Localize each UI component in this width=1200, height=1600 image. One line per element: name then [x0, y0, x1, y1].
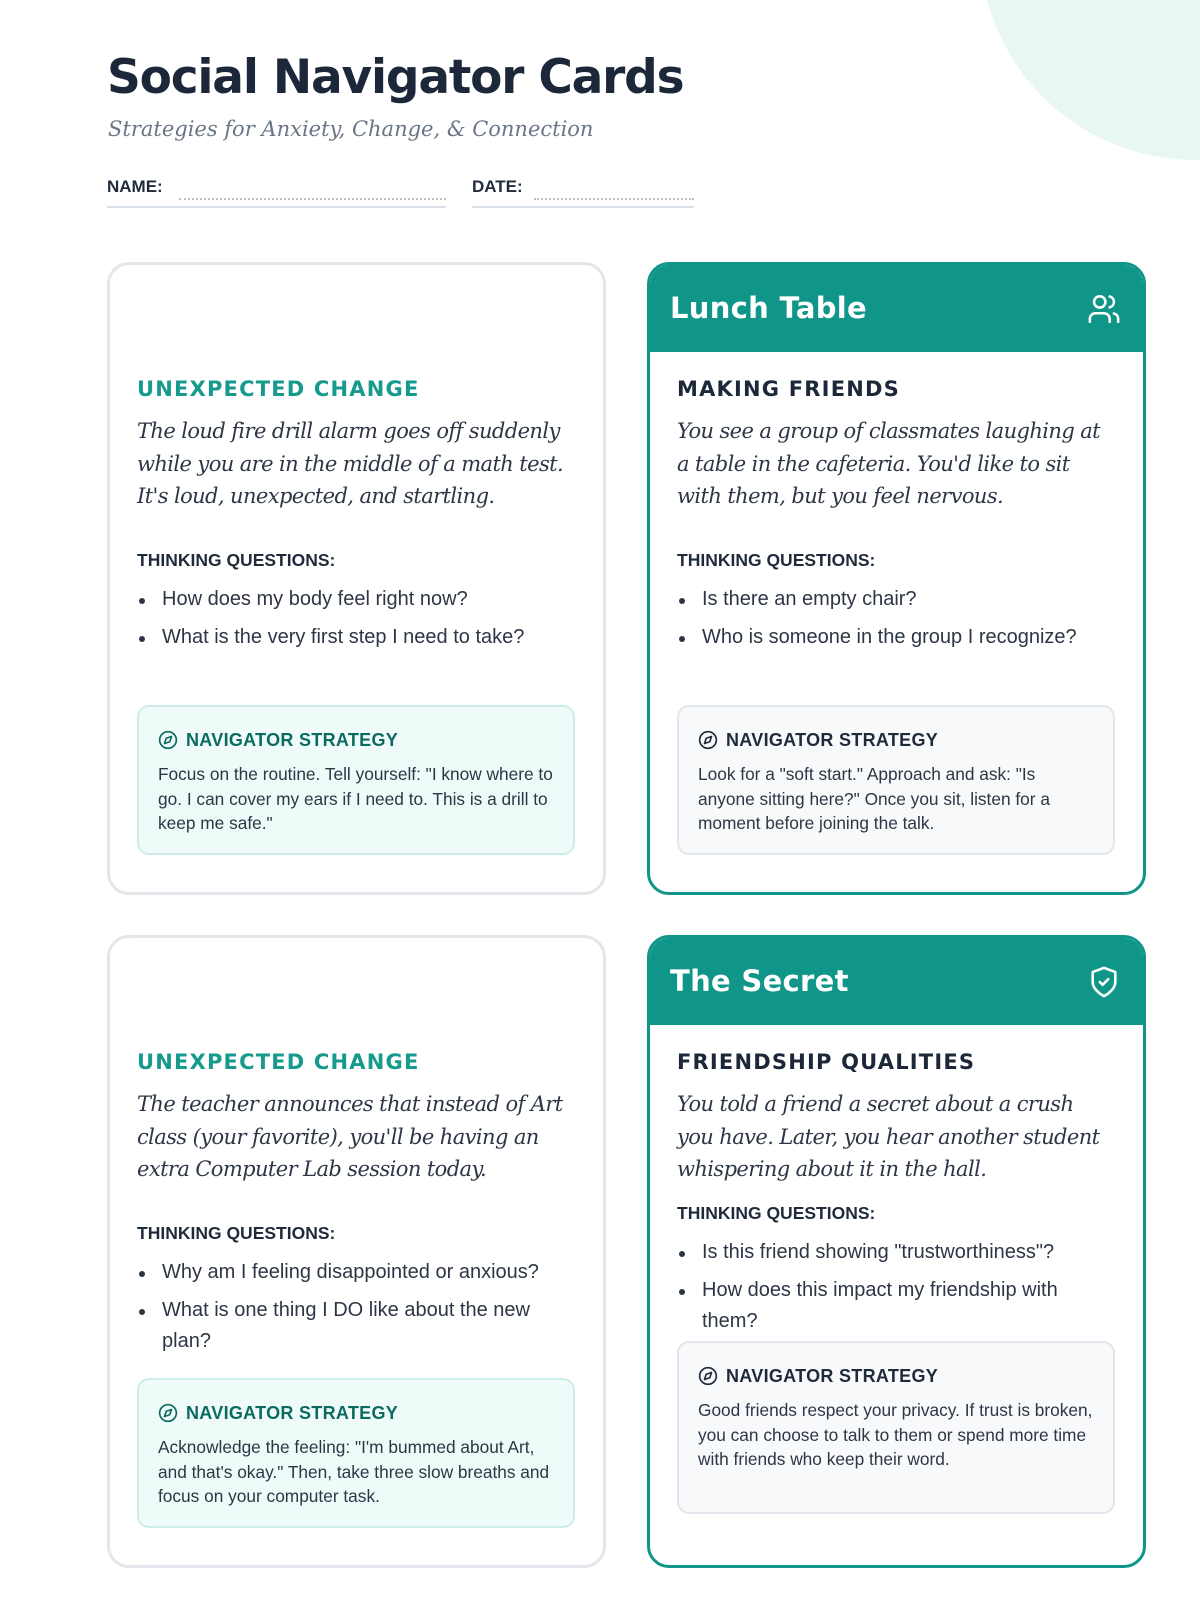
card-category: UNEXPECTED CHANGE — [137, 1050, 420, 1074]
card-title: Lunch Table — [670, 291, 867, 325]
users-icon — [1087, 292, 1121, 326]
name-write-line[interactable] — [179, 198, 446, 200]
scenario-card-lunch-table — [647, 262, 1146, 895]
card-title: The Secret — [670, 964, 849, 998]
compass-icon — [158, 730, 178, 750]
strategy-text: Good friends respect your privacy. If trust is broken, you can choose to talk to them or spend more time with friends who keep their word. — [698, 1400, 1093, 1469]
navigator-strategy-box — [677, 1341, 1115, 1514]
strategy-title: NAVIGATOR STRATEGY — [726, 1365, 939, 1386]
scenario-card-fire-drill — [107, 262, 606, 895]
thinking-questions-label: THINKING QUESTIONS: — [677, 550, 876, 570]
thinking-questions-list — [137, 1257, 575, 1357]
corner-decoration — [980, 0, 1200, 160]
thinking-question: Is there an empty chair? — [677, 584, 1115, 615]
card-category: MAKING FRIENDS — [677, 377, 900, 401]
navigator-strategy-box — [677, 705, 1115, 855]
card-header — [650, 938, 1143, 1025]
date-field[interactable] — [472, 172, 694, 208]
thinking-question: How does my body feel right now? — [137, 584, 575, 615]
scenario-card-art-class — [107, 935, 606, 1568]
thinking-question: Is this friend showing "trustworthiness"? — [677, 1237, 1115, 1268]
card-body — [677, 1050, 1115, 1344]
card-header — [650, 265, 1143, 352]
thinking-question: Why am I feeling disappointed or anxious? — [137, 1257, 575, 1288]
thinking-questions-list — [137, 584, 575, 653]
strategy-title: NAVIGATOR STRATEGY — [726, 729, 939, 750]
page-title: Social Navigator Cards — [107, 50, 684, 105]
card-category: FRIENDSHIP QUALITIES — [677, 1050, 976, 1074]
strategy-text: Acknowledge the feeling: "I'm bummed about Art, and that's okay." Then, take three slow breaths and focus on your computer task. — [158, 1437, 550, 1506]
strategy-title: NAVIGATOR STRATEGY — [186, 1402, 399, 1423]
compass-icon — [698, 730, 718, 750]
date-label: DATE: — [472, 177, 523, 196]
strategy-text: Look for a "soft start." Approach and ask: "Is anyone sitting here?" Once you sit, listen for a moment before joining the talk. — [698, 764, 1050, 833]
thinking-questions-list — [677, 584, 1115, 653]
thinking-question: Who is someone in the group I recognize? — [677, 622, 1115, 653]
compass-icon — [158, 1403, 178, 1423]
scenario-card-the-secret — [647, 935, 1146, 1568]
date-write-line[interactable] — [534, 198, 694, 200]
thinking-questions-label: THINKING QUESTIONS: — [137, 550, 336, 570]
card-scenario: You see a group of classmates laughing at a table in the cafeteria. You'd like to sit with them, but you feel nervous. — [677, 419, 1100, 508]
thinking-questions-label: THINKING QUESTIONS: — [677, 1203, 876, 1223]
thinking-question: How does this impact my friendship with them? — [677, 1275, 1115, 1337]
navigator-strategy-box — [137, 1378, 575, 1528]
card-scenario: The teacher announces that instead of Art class (your favorite), you'll be having an extra Computer Lab session today. — [137, 1092, 563, 1181]
card-scenario: You told a friend a secret about a crush you have. Later, you hear another student whispering about it in the hall. — [677, 1092, 1100, 1181]
card-body — [677, 377, 1115, 660]
card-body — [137, 377, 575, 660]
name-label: NAME: — [107, 177, 163, 196]
shield-check-icon — [1087, 965, 1121, 999]
card-body — [137, 1050, 575, 1364]
thinking-question: What is the very first step I need to take? — [137, 622, 575, 653]
thinking-question: What is one thing I DO like about the new plan? — [137, 1295, 575, 1357]
thinking-questions-label: THINKING QUESTIONS: — [137, 1223, 336, 1243]
thinking-questions-list — [677, 1237, 1115, 1337]
navigator-strategy-box — [137, 705, 575, 855]
strategy-text: Focus on the routine. Tell yourself: "I know where to go. I can cover my ears if I need to. This is a drill to keep me safe." — [158, 764, 553, 833]
name-field[interactable] — [107, 172, 446, 208]
page-subtitle: Strategies for Anxiety, Change, & Connection — [108, 117, 594, 141]
card-scenario: The loud fire drill alarm goes off suddenly while you are in the middle of a math test. It's loud, unexpected, and startling. — [137, 419, 564, 508]
strategy-title: NAVIGATOR STRATEGY — [186, 729, 399, 750]
card-category: UNEXPECTED CHANGE — [137, 377, 420, 401]
compass-icon — [698, 1366, 718, 1386]
